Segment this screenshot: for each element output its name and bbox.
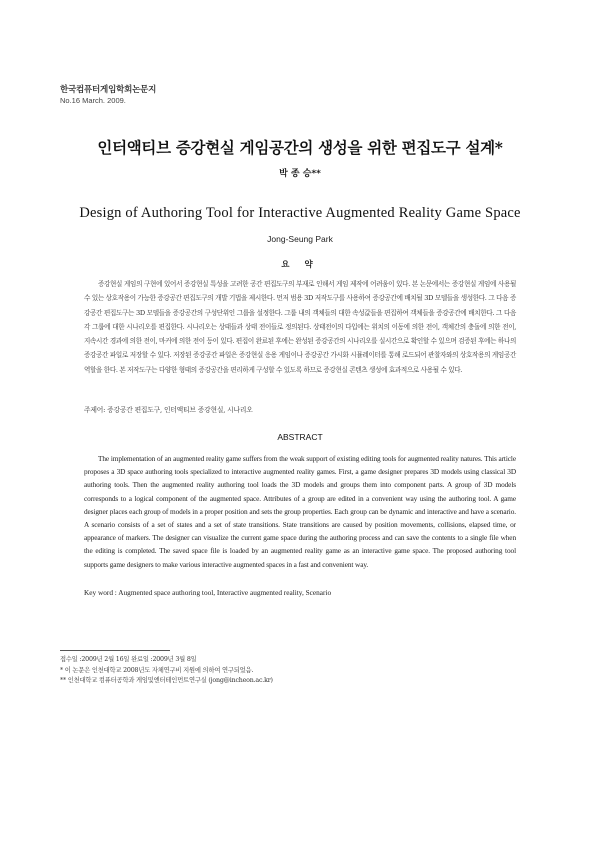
korean-keywords: 주제어: 증강공간 편집도구, 인터액티브 증강현실, 시나리오 [84, 406, 253, 414]
author-korean: 박 종 승** [279, 169, 321, 179]
received-dates: 접수일 :2009년 2월 16일 완료일 :2009년 3월 8일 [60, 656, 197, 663]
author-english: Jong-Seung Park [267, 234, 333, 244]
korean-abstract-heading: 요 약 [281, 260, 319, 270]
author-affiliation: ** 인천대학교 컴퓨터공학과 게임및엔터테인먼트연구실 (jong@incheon.ac.kr) [60, 677, 273, 684]
paper-title-english: Design of Authoring Tool for Interactive Augmented Reality Game Space [79, 205, 521, 221]
journal-name: 한국컴퓨터게임학회논문지 [60, 84, 157, 94]
english-keywords: Key word : Augmented space authoring tool, Interactive augmented reality, Scenario [84, 588, 332, 597]
paper-title-korean: 인터액티브 증강현실 게임공간의 생성을 위한 편집도구 설계* [97, 138, 503, 157]
korean-abstract-body: 증강현실 게임의 구현에 있어서 증강현실 특성을 고려한 공간 편집도구의 부재로 인해서 게임 제작에 어려움이 있다. 본 논문에서는 증강현실 게임에 사용될 수 있는 상호작용이 가능한 증강공간 편집도구의 개발 기법을 제시한다. 먼저 범용 3D 저작도구를 사용하여 증강공간에 배치될 3D 모델들을 생성한다. 그 다음 증강공간 편집도구는 3D 모델들을 증강공간의 구성단위인 그룹을 설정한다. 그룹 내의 객체들의 대한 속성값들을 편집하여 객체들을 증강공간에 배치한다. 그 다음 각 그룹에 대한 시나리오를 편집한다. 시나리오는 상태들과 상태 전이들로 정의된다. 상태전이의 다입에는 위치의 이동에 의한 전이, 객체간의 충돌에 의한 전이, 지속시간 경과에 의한 전이, 마커에 의한 전이 등이 있다. 편집이 완료된 후에는 완성된 증강공간의 시나리오를 실시간으로 확인할 수 있으며 검증된 후에는 하나의 증강공간 파일로 저장할 수 있다. 저장된 증강공간 파일은 증강현실 응용 게임이나 증강공간 가시화 시뮬레이터를 통해 로드되어 관찰자와의 상호작용의 게임공간 역할을 한다. 본 저작도구는 다양한 형태의 증강공간을 편리하게 구성할 수 있도록 하므로 증강현실 콘텐츠 생성에 효과적으로 사용될 수 있다. [84, 280, 516, 374]
english-abstract-body: The implementation of an augmented reality game suffers from the weak support of existing editing tools for augmented reality natures. This article proposes a 3D space authoring tools specialized to interactive augmented reality games. First, a game designer prepares 3D models using classical 3D authoring tools. Then the augmented reality authoring tool loads the 3D models and groups them into component parts. A group of 3D models corresponds to a logical component of the augmented space. Attributes of a group are edited in a convenient way using the authoring tool. A game designer places each group of models in a proper position and sets the group properties. Each group can be dynamic and interactive and have a scenario. A scenario consists of a set of states and a set of state transitions. State transitions are caused by position movements, collisions, elapsed time, or appearance of markers. The designer can visualize the current game space during the authoring process and can save the contents to a single file when the editing is completed. The saved space file is loaded by an augmented reality game as an interactive game space. The proposed authoring tool supports game designers to make various interactive augmented spaces in a fast and convenient way. [84, 454, 516, 569]
footnote-divider [60, 650, 170, 651]
issue-info: No.16 March. 2009. [60, 96, 126, 105]
funding-note: * 이 논문은 인천대학교 2008년도 자체연구비 지원에 의하여 연구되었음. [60, 666, 254, 674]
english-abstract-heading: ABSTRACT [277, 432, 323, 442]
footnotes [60, 655, 540, 687]
